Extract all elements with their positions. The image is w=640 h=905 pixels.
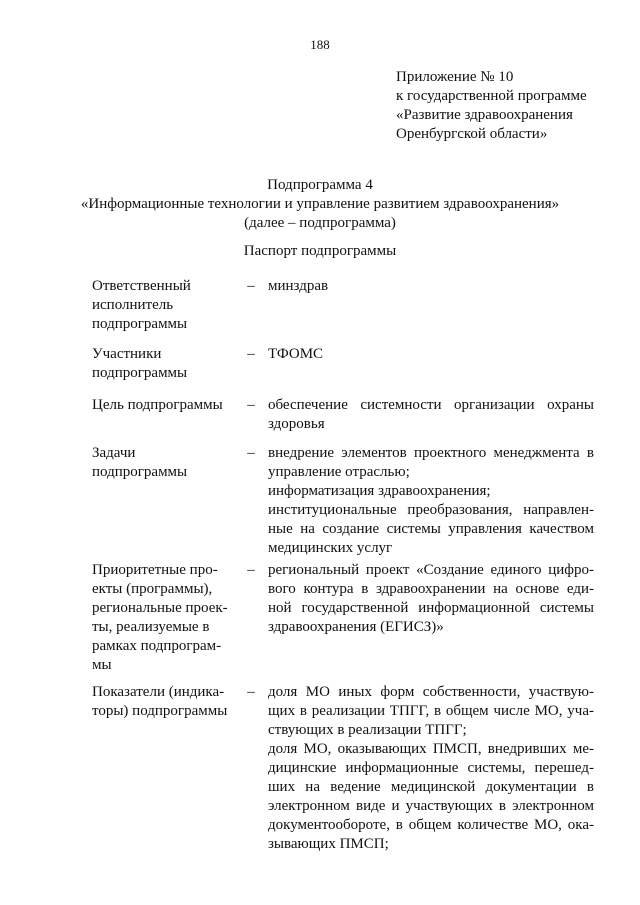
label-line: подпрограммы xyxy=(92,464,188,480)
label-line: ты, реализуемые в xyxy=(92,619,210,635)
row-label xyxy=(92,396,242,415)
value-line: внедрение элементов проектного менеджмента в xyxy=(268,445,594,461)
dash-separator: – xyxy=(247,397,255,413)
appendix-note xyxy=(396,68,587,144)
label-line: Участники xyxy=(92,346,162,362)
label-line: подпрограммы xyxy=(92,365,188,381)
value-line: ших на ведение медицинской документации в xyxy=(268,779,594,795)
row-value xyxy=(268,396,594,434)
row-value xyxy=(268,277,594,296)
value-line: управление отраслью; xyxy=(268,464,410,480)
label-line: Задачи xyxy=(92,445,136,461)
page-number: 188 xyxy=(310,37,330,52)
appendix-line: Приложение № 10 xyxy=(396,69,514,85)
label-line: Ответственный xyxy=(92,278,191,294)
value-line: обеспечение системности организации охраны xyxy=(268,397,594,413)
heading-line: (далее – подпрограмма) xyxy=(244,215,396,231)
label-line: екты (программы), xyxy=(92,581,213,597)
value-line: ной государственной информационной системы xyxy=(268,600,594,616)
value-line: дицинские информационные системы, перешед- xyxy=(268,760,594,776)
row-label xyxy=(92,683,242,721)
value-line: ные на создание системы управления качеством xyxy=(268,521,594,537)
row-label xyxy=(92,444,242,482)
row-label xyxy=(92,561,242,675)
value-line: электронном виде и участвующих в электронном xyxy=(268,798,594,814)
value-line: информатизация здравоохранения; xyxy=(268,483,491,499)
subprogram-heading xyxy=(0,176,640,233)
value-line: зывающих ПМСП; xyxy=(268,836,389,852)
label-line: Цель подпрограммы xyxy=(92,397,223,413)
label-line: исполнитель xyxy=(92,297,174,313)
label-line: региональные проек- xyxy=(92,600,228,616)
value-line: ТФОМС xyxy=(268,346,324,362)
row-value xyxy=(268,683,594,854)
passport-title: Паспорт подпрограммы xyxy=(243,243,397,259)
value-line: вого контура в здравоохранении на основе еди- xyxy=(268,581,594,597)
value-line: здоровья xyxy=(268,416,325,432)
row-value xyxy=(268,444,594,558)
dash-separator: – xyxy=(247,562,255,578)
dash-separator: – xyxy=(247,445,255,461)
value-line: минздрав xyxy=(268,278,329,294)
value-line: документообороте, в общем количестве МО, ока- xyxy=(268,817,594,833)
dash-separator: – xyxy=(247,278,255,294)
value-line: медицинских услуг xyxy=(268,540,393,556)
label-line: торы) подпрограммы xyxy=(92,703,228,719)
value-line: доля МО иных форм собственности, участвую- xyxy=(268,684,594,700)
row-label xyxy=(92,345,242,383)
value-line: ствующих в реализации ТПГГ; xyxy=(268,722,467,738)
appendix-line: «Развитие здравоохранения xyxy=(396,107,573,123)
value-line: институциональные преобразования, направлен- xyxy=(268,502,594,518)
row-label xyxy=(92,277,242,334)
value-line: доля МО, оказывающих ПМСП, внедривших ме- xyxy=(268,741,594,757)
appendix-line: Оренбургской области» xyxy=(396,126,548,142)
label-line: подпрограммы xyxy=(92,316,188,332)
appendix-line: к государственной программе xyxy=(396,88,587,104)
dash-separator: – xyxy=(247,346,255,362)
heading-line: Подпрограмма 4 xyxy=(267,177,373,193)
row-value xyxy=(268,345,594,364)
heading-line: «Информационные технологии и управление развитием здравоохранения» xyxy=(80,196,560,212)
value-line: щих в реализации ТПГГ, в общем числе МО, уча- xyxy=(268,703,594,719)
row-value xyxy=(268,561,594,637)
dash-separator: – xyxy=(247,684,255,700)
value-line: здравоохранения (ЕГИСЗ)» xyxy=(268,619,444,635)
value-line: региональный проект «Создание единого цифро- xyxy=(268,562,594,578)
label-line: Показатели (индика- xyxy=(92,684,225,700)
label-line: Приоритетные про- xyxy=(92,562,218,578)
label-line: рамках подпрограм- xyxy=(92,638,222,654)
label-line: мы xyxy=(92,657,112,673)
